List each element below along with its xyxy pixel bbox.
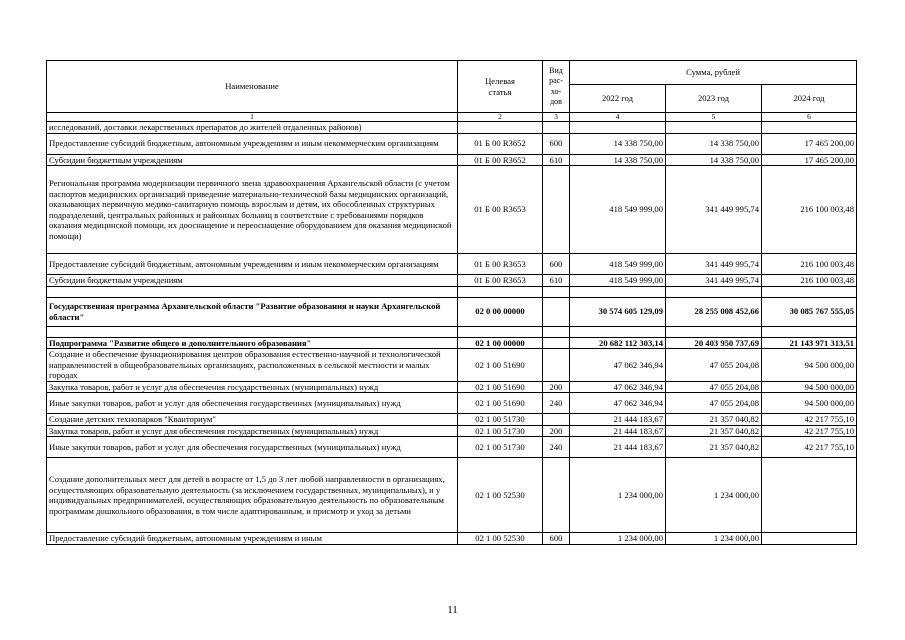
row-sum-2023: 341 449 995,74 — [666, 254, 762, 275]
row-target-code: 02 0 00 00000 — [458, 297, 543, 326]
row-sum-2023: 1 234 000,00 — [666, 458, 762, 533]
row-sum-2024: 17 465 200,00 — [762, 133, 857, 154]
table-row — [47, 425, 857, 437]
row-expense-type: 600 — [543, 133, 570, 154]
row-name: Закупка товаров, работ и услуг для обеспечения государственных (муниципальных) нужд — [47, 425, 458, 437]
row-name: Государственная программа Архангельской области "Развитие образования и науки Архангельской области" — [47, 297, 458, 326]
row-sum-2022: 20 682 112 303,14 — [570, 337, 666, 349]
row-sum-2022: 21 444 183,67 — [570, 414, 666, 426]
row-expense-type — [543, 326, 570, 337]
row-sum-2023: 47 055 204,08 — [666, 381, 762, 393]
row-expense-type — [543, 297, 570, 326]
row-sum-2022 — [570, 326, 666, 337]
row-sum-2023: 21 357 040,82 — [666, 437, 762, 458]
row-sum-2022 — [570, 122, 666, 134]
row-sum-2024: 42 217 755,10 — [762, 414, 857, 426]
row-sum-2024: 94 500 000,00 — [762, 381, 857, 393]
row-sum-2024 — [762, 286, 857, 297]
row-target-code — [458, 326, 543, 337]
table-row — [47, 122, 857, 134]
row-sum-2022: 14 338 750,00 — [570, 154, 666, 166]
row-target-code: 02 1 00 51690 — [458, 393, 543, 414]
header-name: Наименование — [47, 61, 458, 113]
row-name: Иные закупки товаров, работ и услуг для обеспечения государственных (муниципальных) нужд — [47, 393, 458, 414]
table-row — [47, 326, 857, 337]
row-target-code: 02 1 00 51690 — [458, 381, 543, 393]
row-sum-2022: 14 338 750,00 — [570, 133, 666, 154]
row-sum-2024 — [762, 458, 857, 533]
row-sum-2022: 47 062 346,94 — [570, 349, 666, 382]
row-target-code: 01 Б 00 R3653 — [458, 166, 543, 254]
row-sum-2022: 418 549 999,00 — [570, 166, 666, 254]
header-target-article: Целевая статья — [458, 61, 543, 113]
header-sum: Сумма, рублей — [570, 61, 857, 85]
row-sum-2023: 47 055 204,08 — [666, 393, 762, 414]
row-name: Подпрограмма "Развитие общего и дополнительного образования" — [47, 337, 458, 349]
row-sum-2024 — [762, 533, 857, 545]
row-name — [47, 286, 458, 297]
budget-table — [46, 60, 857, 545]
row-target-code: 02 1 00 52530 — [458, 533, 543, 545]
table-row — [47, 166, 857, 254]
table-row — [47, 533, 857, 545]
row-name: Закупка товаров, работ и услуг для обеспечения государственных (муниципальных) нужд — [47, 381, 458, 393]
row-sum-2022: 418 549 999,00 — [570, 254, 666, 275]
row-name: Предоставление субсидий бюджетным, автономным учреждениям и иным некоммерческим организациям — [47, 254, 458, 275]
row-expense-type — [543, 166, 570, 254]
header-expense-type: Вид рас- хо- дов — [543, 61, 570, 113]
row-sum-2023 — [666, 286, 762, 297]
row-name: Иные закупки товаров, работ и услуг для обеспечения государственных (муниципальных) нужд — [47, 437, 458, 458]
row-sum-2023 — [666, 326, 762, 337]
row-sum-2024: 94 500 000,00 — [762, 393, 857, 414]
row-target-code: 02 1 00 51690 — [458, 349, 543, 382]
table-row — [47, 275, 857, 287]
table-row — [47, 393, 857, 414]
row-name: Субсидии бюджетным учреждениям — [47, 154, 458, 166]
row-expense-type — [543, 286, 570, 297]
row-sum-2023: 28 255 008 452,66 — [666, 297, 762, 326]
table-row — [47, 381, 857, 393]
row-target-code: 02 1 00 51730 — [458, 437, 543, 458]
header-year-2024: 2024 год — [762, 85, 857, 113]
row-expense-type: 600 — [543, 254, 570, 275]
row-sum-2024: 42 217 755,10 — [762, 425, 857, 437]
header-year-2023: 2023 год — [666, 85, 762, 113]
row-expense-type — [543, 414, 570, 426]
row-target-code: 01 Б 00 R3652 — [458, 154, 543, 166]
table-row — [47, 414, 857, 426]
row-name: Создание и обеспечение функционирования центров образования естественно-научной и технологической направленностей в общеобразовательных организациях, расположенных в сельской местности и малых городах — [47, 349, 458, 382]
row-target-code — [458, 286, 543, 297]
row-expense-type — [543, 349, 570, 382]
row-sum-2023: 14 338 750,00 — [666, 154, 762, 166]
row-sum-2022: 1 234 000,00 — [570, 458, 666, 533]
row-target-code: 02 1 00 00000 — [458, 337, 543, 349]
row-sum-2023: 1 234 000,00 — [666, 533, 762, 545]
row-expense-type: 240 — [543, 437, 570, 458]
row-sum-2024 — [762, 122, 857, 134]
page-number: 11 — [447, 604, 458, 616]
row-sum-2022: 1 234 000,00 — [570, 533, 666, 545]
row-sum-2023: 21 357 040,82 — [666, 414, 762, 426]
row-sum-2024: 216 100 003,48 — [762, 275, 857, 287]
row-name: исследований, доставки лекарственных препаратов до жителей отдаленных районов) — [47, 122, 458, 134]
row-expense-type: 610 — [543, 275, 570, 287]
row-expense-type: 610 — [543, 154, 570, 166]
table-row — [47, 437, 857, 458]
row-sum-2023: 47 055 204,08 — [666, 349, 762, 382]
row-sum-2022: 21 444 183,67 — [570, 437, 666, 458]
row-sum-2024: 216 100 003,48 — [762, 166, 857, 254]
row-name: Предоставление субсидий бюджетным, автономным учреждениям и иным некоммерческим организациям — [47, 133, 458, 154]
row-sum-2024: 94 500 000,00 — [762, 349, 857, 382]
table-row — [47, 458, 857, 533]
row-expense-type: 200 — [543, 381, 570, 393]
row-target-code — [458, 122, 543, 134]
row-sum-2023: 14 338 750,00 — [666, 133, 762, 154]
table-row — [47, 337, 857, 349]
row-sum-2024: 42 217 755,10 — [762, 437, 857, 458]
row-sum-2023: 21 357 040,82 — [666, 425, 762, 437]
row-expense-type — [543, 337, 570, 349]
row-sum-2024: 21 143 971 313,51 — [762, 337, 857, 349]
row-target-code: 01 Б 00 R3652 — [458, 133, 543, 154]
row-expense-type: 240 — [543, 393, 570, 414]
row-sum-2022: 47 062 346,94 — [570, 393, 666, 414]
row-sum-2024: 216 100 003,48 — [762, 254, 857, 275]
table-row — [47, 254, 857, 275]
row-sum-2024 — [762, 326, 857, 337]
row-sum-2022: 21 444 183,67 — [570, 425, 666, 437]
row-expense-type: 200 — [543, 425, 570, 437]
row-target-code: 02 1 00 52530 — [458, 458, 543, 533]
row-sum-2022: 47 062 346,94 — [570, 381, 666, 393]
row-expense-type — [543, 122, 570, 134]
row-sum-2023: 20 403 950 737,69 — [666, 337, 762, 349]
row-sum-2023 — [666, 122, 762, 134]
row-sum-2023: 341 449 995,74 — [666, 275, 762, 287]
row-sum-2024: 30 085 767 555,05 — [762, 297, 857, 326]
row-sum-2022: 30 574 605 129,09 — [570, 297, 666, 326]
row-sum-2024: 17 465 200,00 — [762, 154, 857, 166]
row-name: Создание детских технопарков "Кванториум" — [47, 414, 458, 426]
row-target-code: 01 Б 00 R3653 — [458, 275, 543, 287]
row-name: Создание дополнительных мест для детей в возрасте от 1,5 до 3 лет любой направленности в организациях, осуществляющих образовательную деятельность (за исключением государственных, муниципальных), и у индивидуальных предпринимателей, осуществляющих образовательную деятельность по образовательным программам дошкольного образования, в том числе адаптированным, и присмотр и уход за детьми — [47, 458, 458, 533]
row-sum-2022 — [570, 286, 666, 297]
table-row — [47, 133, 857, 154]
row-target-code: 01 Б 00 R3653 — [458, 254, 543, 275]
row-sum-2023: 341 449 995,74 — [666, 166, 762, 254]
table-row — [47, 297, 857, 326]
row-name: Региональная программа модернизации первичного звена здравоохранения Архангельской области (с учетом паспортов медицинских организаций приведение материально-технической базы медицинских организаций, оказывающих первичную медико-санитарную помощь взрослым и детям, их обособленных структурных подразделений, центральных районных и районных больниц в соответствие с требованиями порядков оказания медицинской помощи, их дооснащение и переоснащение оборудованием для оказания медицинской помощи) — [47, 166, 458, 254]
row-sum-2022: 418 549 999,00 — [570, 275, 666, 287]
row-name: Субсидии бюджетным учреждениям — [47, 275, 458, 287]
header-year-2022: 2022 год — [570, 85, 666, 113]
column-number-row: 1 2 3 4 5 6 — [47, 113, 857, 122]
row-expense-type — [543, 458, 570, 533]
table-row — [47, 349, 857, 382]
row-name — [47, 326, 458, 337]
row-name: Предоставление субсидий бюджетным, автономным учреждениям и иным — [47, 533, 458, 545]
table-row — [47, 286, 857, 297]
row-target-code: 02 1 00 51730 — [458, 425, 543, 437]
table-row — [47, 154, 857, 166]
row-target-code: 02 1 00 51730 — [458, 414, 543, 426]
row-expense-type: 600 — [543, 533, 570, 545]
